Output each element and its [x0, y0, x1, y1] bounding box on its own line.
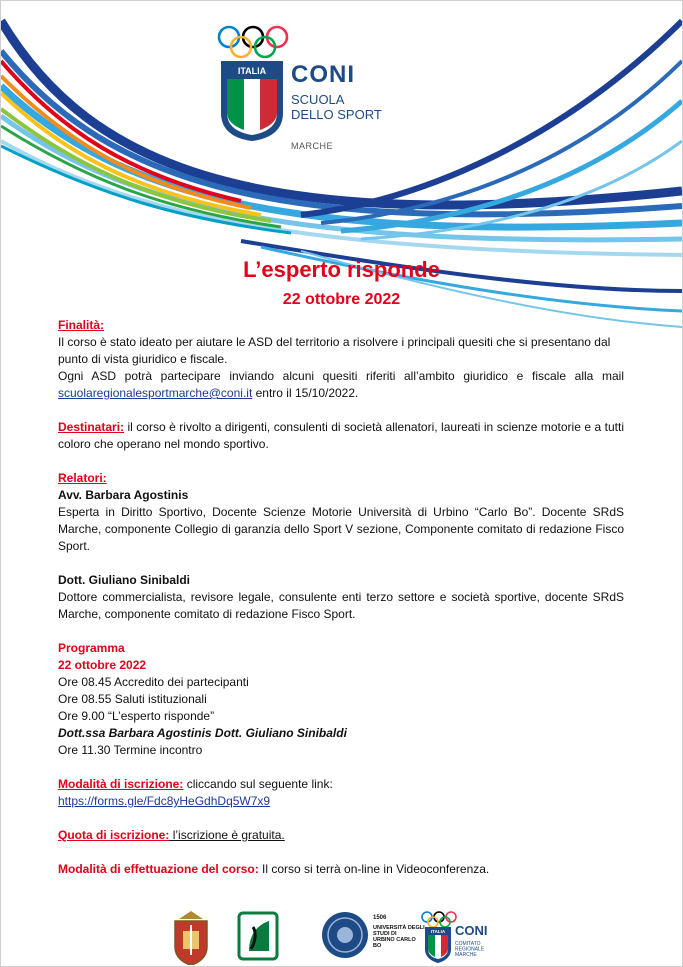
- speaker-bio: Dottore commercialista, revisore legale, consulente enti terzo settore e società sportive, docente SRdS Marche, componente comitato di redazione Fisco Sport.: [58, 590, 624, 621]
- programma-item: Ore 08.55 Saluti istituzionali: [58, 692, 207, 706]
- iscrizione-paragraph: [58, 776, 624, 793]
- org-name: CONI: [291, 61, 355, 88]
- programma-item: Ore 08.45 Accredito dei partecipanti: [58, 675, 249, 689]
- relatori-heading: Relatori:: [58, 471, 107, 485]
- form-link[interactable]: https://forms.gle/Fdc8yHeGdhDq5W7x9: [58, 794, 271, 808]
- programma-date: 22 ottobre 2022: [58, 658, 147, 672]
- italia-shield-icon: [221, 61, 283, 141]
- org-name-block: [291, 63, 382, 151]
- event-date: 22 ottobre 2022: [282, 291, 401, 308]
- iscrizione-text: cliccando sul seguente link:: [183, 777, 333, 791]
- destinatari-text: il corso è rivolto a dirigenti, consulenti di società allenatori, laureati in scienze motorie e a tutti coloro che operano nel mondo sportivo.: [58, 420, 624, 451]
- org-line2: DELLO SPORT: [291, 107, 382, 122]
- coni-footer-name: [455, 923, 488, 958]
- effettuazione-paragraph: [58, 861, 624, 878]
- destinatari-paragraph: [58, 419, 624, 453]
- svg-text:1506: 1506: [373, 915, 387, 921]
- effettuazione-text: Il corso si terrà on-line in Videoconferenza.: [258, 862, 490, 876]
- org-region: MARCHE: [291, 141, 334, 151]
- org-line1: SCUOLA: [291, 92, 345, 107]
- quota-heading: Quota di iscrizione:: [58, 828, 170, 842]
- coni-sub-text: COMITATO REGIONALE MARCHE: [455, 941, 485, 958]
- quota-paragraph: [58, 827, 624, 844]
- finalita-text3: entro il 15/10/2022.: [252, 386, 359, 400]
- quota-text: l’iscrizione è gratuita.: [169, 828, 285, 842]
- content-body: [58, 317, 624, 878]
- footer-logos: [1, 909, 682, 965]
- olympic-rings-small-icon: [422, 912, 456, 927]
- finalita-text2-line: [58, 368, 624, 402]
- destinatari-heading: Destinatari:: [58, 420, 125, 434]
- event-title: L’esperto risponde: [243, 257, 440, 282]
- univ-name-text: UNIVERSITÀ DEGLI STUDI DI URBINO CARLO BO: [373, 925, 425, 949]
- effettuazione-heading: Modalità di effettuazione del corso:: [58, 862, 259, 876]
- svg-text:ITALIA: ITALIA: [237, 66, 267, 76]
- city-crest-icon: [175, 911, 207, 965]
- programma-item: Ore 9.00 “L’esperto risponde”: [58, 709, 215, 723]
- iscrizione-heading: Modalità di iscrizione:: [58, 777, 184, 791]
- programma-speakers: Dott.ssa Barbara Agostinis Dott. Giuliano Sinibaldi: [58, 726, 347, 740]
- programma-closing: Ore 11.30 Termine incontro: [58, 743, 203, 757]
- finalita-text1: Il corso è stato ideato per aiutare le ASD del territorio a risolvere i principali quesiti che si presentano dal punto di vista giuridico e fiscale.: [58, 335, 611, 366]
- svg-text:CONI: CONI: [455, 923, 488, 938]
- email-link[interactable]: scuolaregionalesportmarche@coni.it: [58, 386, 253, 400]
- olympic-rings-icon: [219, 27, 287, 57]
- finalita-heading: Finalità:: [58, 318, 105, 332]
- finalita-text2: Ogni ASD potrà partecipare inviando alcuni quesiti riferiti all’ambito giuridico e fiscale alla mail: [58, 369, 624, 383]
- svg-text:ITALIA: ITALIA: [430, 929, 446, 934]
- programma-heading: Programma: [58, 641, 125, 655]
- region-marche-icon: [239, 913, 277, 959]
- italia-shield-small-icon: [425, 927, 451, 963]
- speaker-name: Dott. Giuliano Sinibaldi: [58, 573, 190, 587]
- speaker-bio: Esperta in Diritto Sportivo, Docente Scienze Motorie Università di Urbino “Carlo Bo”. Docente SRdS Marche, componente Collegio di garanzia dello Sport V sezione, Componente comitato di redazione Fisco Sport.: [58, 505, 624, 553]
- speaker-name: Avv. Barbara Agostinis: [58, 488, 189, 502]
- university-name: [373, 915, 425, 949]
- university-seal-icon: [322, 912, 368, 958]
